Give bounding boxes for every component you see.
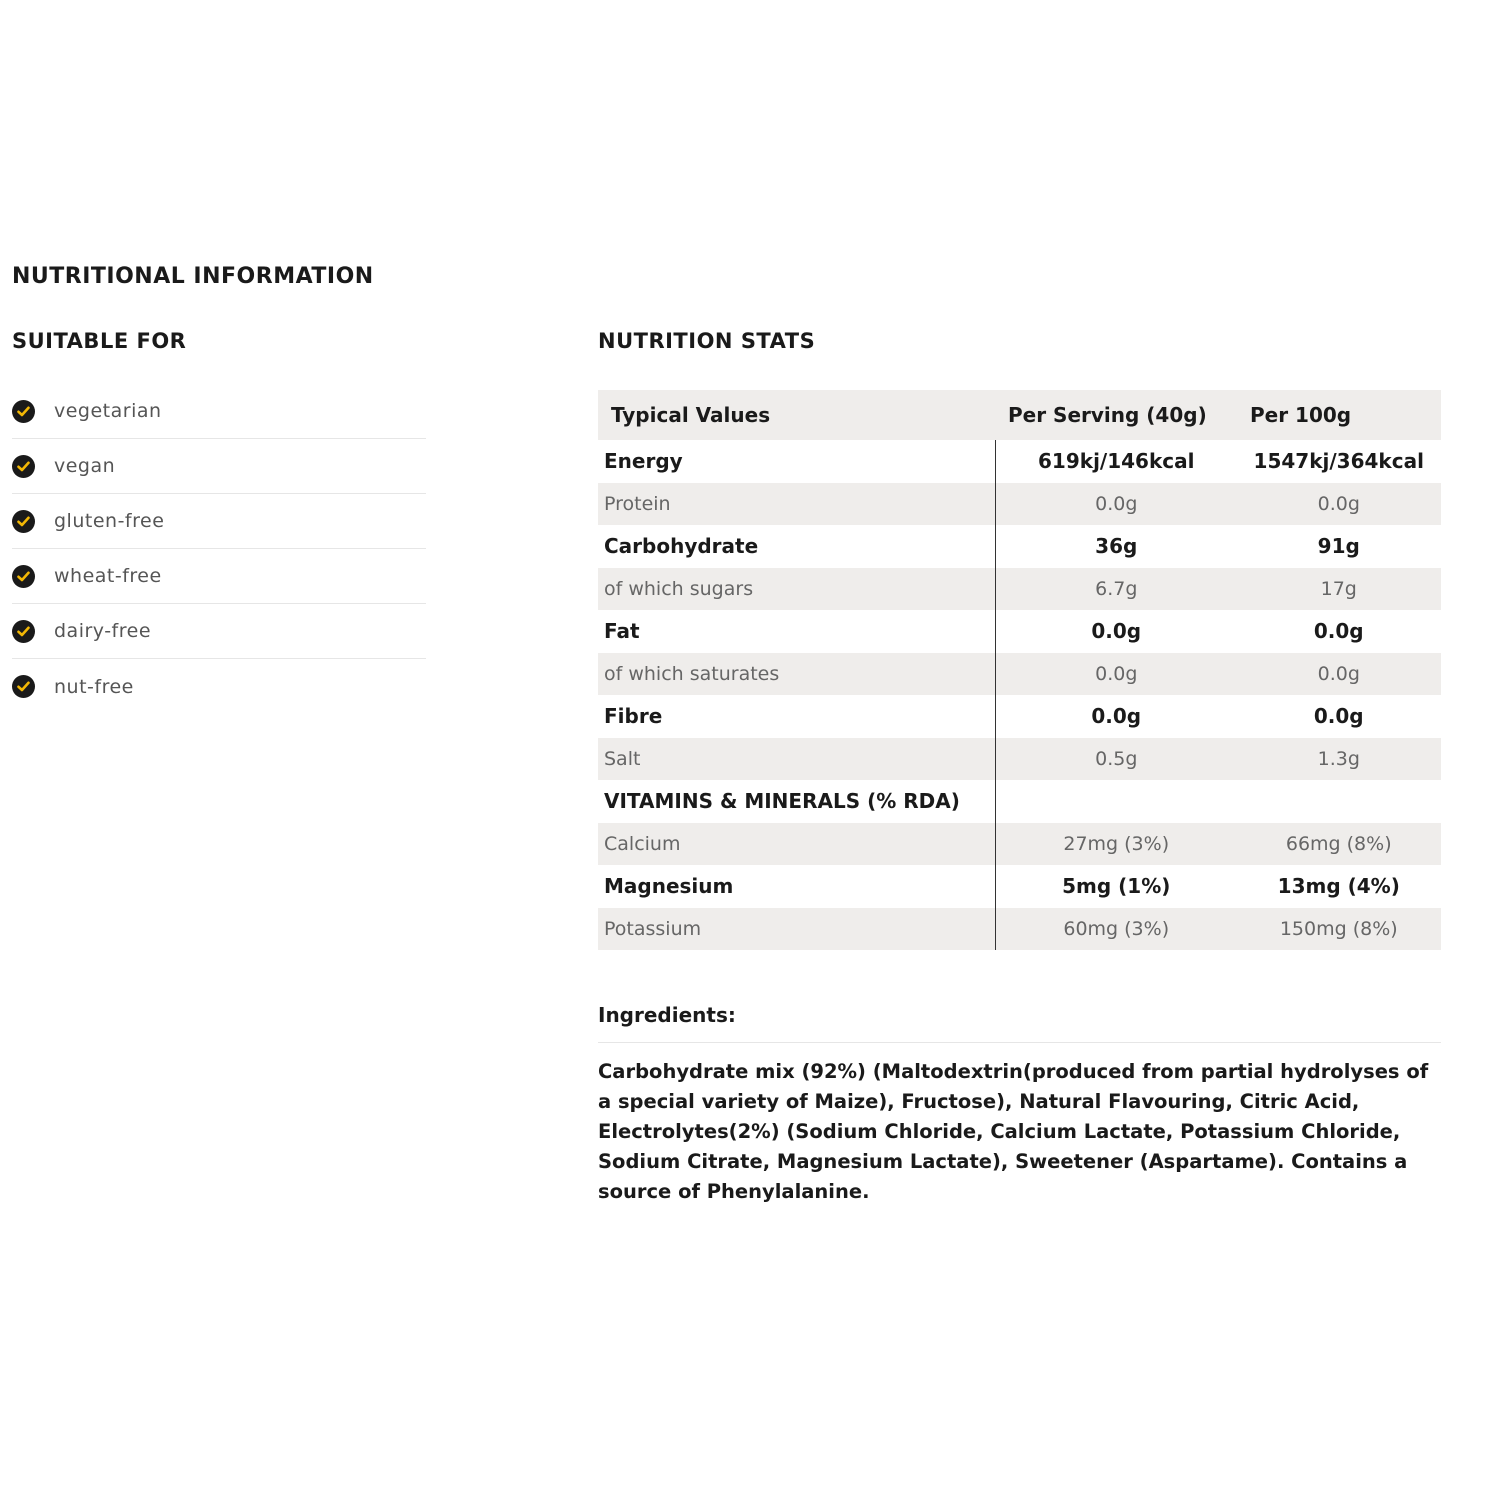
table-row xyxy=(598,440,1441,483)
per-serving-value: 0.0g xyxy=(995,653,1237,696)
check-circle-icon xyxy=(12,675,35,698)
per-100g-value: 0.0g xyxy=(1237,610,1441,653)
suitable-item xyxy=(12,604,426,659)
per-100g-value: 0.0g xyxy=(1237,695,1441,738)
nutrient-label: Fibre xyxy=(598,695,995,738)
per-100g-value: 13mg (4%) xyxy=(1237,865,1441,908)
table-row xyxy=(598,823,1441,866)
suitable-item xyxy=(12,549,426,604)
nutrient-label: Energy xyxy=(598,440,995,483)
nutrient-label: Salt xyxy=(598,738,995,781)
nutrition-table-body xyxy=(598,440,1441,950)
nutrient-label: Fat xyxy=(598,610,995,653)
nutrition-stats-heading: NUTRITION STATS xyxy=(598,329,816,353)
per-serving-value: 36g xyxy=(995,525,1237,568)
suitable-item-label: dairy-free xyxy=(54,620,152,642)
suitable-item-label: nut-free xyxy=(54,675,134,698)
nutrient-label: Carbohydrate xyxy=(598,525,995,568)
check-circle-icon xyxy=(12,565,35,588)
table-row xyxy=(598,653,1441,696)
nutrition-table xyxy=(598,390,1441,950)
nutrient-label: VITAMINS & MINERALS (% RDA) xyxy=(598,780,995,823)
table-row xyxy=(598,525,1441,568)
per-serving-value: 27mg (3%) xyxy=(995,823,1237,866)
suitable-item xyxy=(12,439,426,494)
per-100g-value: 150mg (8%) xyxy=(1237,908,1441,951)
check-circle-icon xyxy=(12,400,35,423)
suitable-item-label: vegan xyxy=(54,455,116,477)
suitable-for-heading: SUITABLE FOR xyxy=(12,329,187,353)
suitable-item-label: gluten-free xyxy=(54,510,165,532)
check-circle-icon xyxy=(12,455,35,478)
table-row xyxy=(598,610,1441,653)
column-header-per-serving: Per Serving (40g) xyxy=(1008,403,1207,427)
per-serving-value: 0.0g xyxy=(995,610,1237,653)
nutrient-label: Calcium xyxy=(598,823,995,866)
nutrient-label: Potassium xyxy=(598,908,995,951)
table-row xyxy=(598,568,1441,611)
table-row xyxy=(598,483,1441,526)
per-100g-value: 0.0g xyxy=(1237,483,1441,526)
per-100g-value: 0.0g xyxy=(1237,653,1441,696)
table-header-row xyxy=(598,390,1441,440)
column-header-per-100g: Per 100g xyxy=(1250,403,1352,427)
nutrient-label: Protein xyxy=(598,483,995,526)
ingredients-divider xyxy=(598,1042,1441,1043)
ingredients-text: Carbohydrate mix (92%) (Maltodextrin(produced from partial hydrolyses of a special variety of Maize), Fructose), Natural Flavouring, Citric Acid, Electrolytes(2%) (Sodium Chloride, Calcium Lactate, Potassium Chloride, Sodium Citrate, Magnesium Lactate), Sweetener (Aspartame). Contains a source of Phenylalanine. xyxy=(598,1060,1429,1203)
per-serving-value xyxy=(995,780,1237,823)
per-100g-value: 66mg (8%) xyxy=(1237,823,1441,866)
suitable-item-label: wheat-free xyxy=(54,565,162,587)
check-circle-icon xyxy=(12,620,35,643)
per-serving-value: 5mg (1%) xyxy=(995,865,1237,908)
ingredients-heading: Ingredients: xyxy=(598,1003,736,1027)
suitable-item xyxy=(12,659,426,714)
suitable-item xyxy=(12,494,426,549)
table-row xyxy=(598,865,1441,908)
nutrient-label: of which saturates xyxy=(598,653,995,696)
per-serving-value: 6.7g xyxy=(995,568,1237,611)
per-100g-value: 1547kj/364kcal xyxy=(1237,440,1441,483)
per-100g-value: 17g xyxy=(1237,568,1441,611)
column-header-typical-values: Typical Values xyxy=(611,403,771,427)
per-100g-value xyxy=(1237,780,1441,823)
per-serving-value: 0.5g xyxy=(995,738,1237,781)
page-title: NUTRITIONAL INFORMATION xyxy=(12,264,374,289)
per-100g-value: 91g xyxy=(1237,525,1441,568)
nutrient-label: of which sugars xyxy=(598,568,995,611)
per-100g-value: 1.3g xyxy=(1237,738,1441,781)
table-row xyxy=(598,695,1441,738)
table-row xyxy=(598,780,1441,823)
per-serving-value: 60mg (3%) xyxy=(995,908,1237,951)
suitable-for-list xyxy=(12,384,426,714)
per-serving-value: 0.0g xyxy=(995,695,1237,738)
per-serving-value: 0.0g xyxy=(995,483,1237,526)
table-row xyxy=(598,738,1441,781)
nutrient-label: Magnesium xyxy=(598,865,995,908)
suitable-item xyxy=(12,384,426,439)
table-row xyxy=(598,908,1441,951)
per-serving-value: 619kj/146kcal xyxy=(995,440,1237,483)
check-circle-icon xyxy=(12,510,35,533)
suitable-item-label: vegetarian xyxy=(54,400,162,422)
